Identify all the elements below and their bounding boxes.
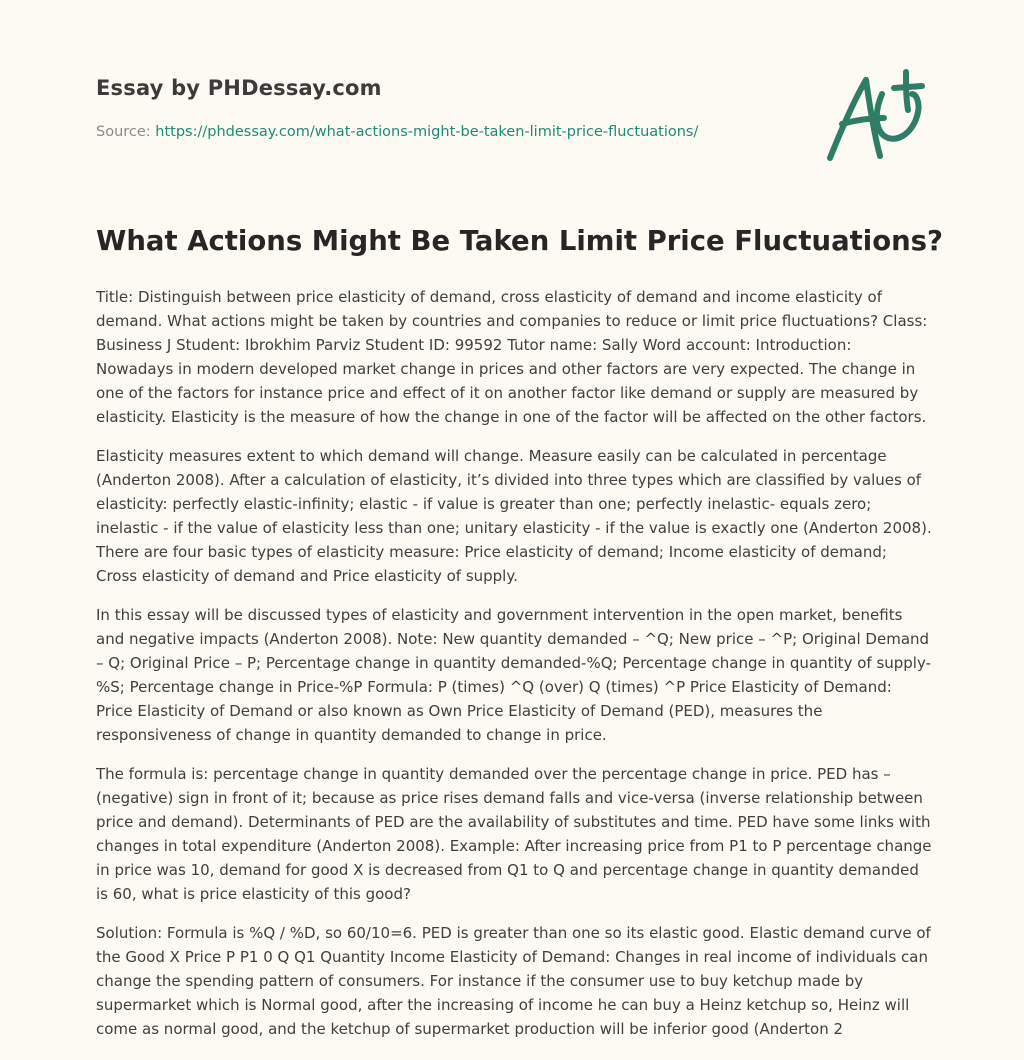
essay-paragraph: The formula is: percentage change in quantity demanded over the percentage change in price. PED has – (negative) sign in front of it; because as price rises demand falls and vice-versa (inverse relationship between price and demand). Determinants of PED are the availability of substitutes and time. PED have some links with changes in total expenditure (Anderton 2008). Example: After increasing price from P1 to P percentage change in price was 10, demand for good X is decreased from Q1 to Q and percentage change in quantity demanded is 60, what is price elasticity of this good? bbox=[96, 765, 932, 903]
source-line bbox=[96, 124, 698, 140]
essay-body bbox=[96, 285, 932, 1056]
a-plus-grade-icon bbox=[822, 68, 930, 164]
essay-paragraph: Title: Distinguish between price elasticity of demand, cross elasticity of demand and income elasticity of demand. What actions might be taken by countries and companies to reduce or limit price fluctuations? Class: Business J Student: Ibrokhim Parviz Student ID: 99592 Tutor name: Sally Word account: Introduction: Nowadays in modern developed market change in prices and other factors are very expected. The change in one of the factors for instance price and effect of it on another factor like demand or supply are measured by elasticity. Elasticity is the measure of how the change in one of the factor will be affected on the other factors. bbox=[96, 288, 928, 426]
site-title: Essay by PHDessay.com bbox=[96, 76, 382, 100]
source-label: Source: bbox=[96, 124, 151, 140]
essay-paragraph: In this essay will be discussed types of elasticity and government intervention in the open market, benefits and negative impacts (Anderton 2008). Note: New quantity demanded – ^Q; New price – ^P; Original Demand – Q; Original Price – P; Percentage change in quantity demanded-%Q; Percentage change in quantity of supply-%S; Percentage change in Price-%P Formula: P (times) ^Q (over) Q (times) ^P Price Elasticity of Demand: Price Elasticity of Demand or also known as Own Price Elasticity of Demand (PED), measures the responsiveness of change in quantity demanded to change in price. bbox=[96, 606, 931, 744]
essay-paragraph: Solution: Formula is %Q / %D, so 60/10=6. PED is greater than one so its elastic good. Elastic demand curve of the Good X Price P P1 0 Q Q1 Quantity Income Elasticity of Demand: Changes in real income of individuals can change the spending pattern of consumers. For instance if the consumer use to buy ketchup made by supermarket which is Normal good, after the increasing of income he can buy a Heinz ketchup so, Heinz will come as normal good, and the ketchup of supermarket production will be inferior good (Anderton 2 bbox=[96, 924, 931, 1038]
source-link[interactable]: https://phdessay.com/what-actions-might-be-taken-limit-price-fluctuations/ bbox=[155, 124, 699, 140]
essay-title: What Actions Might Be Taken Limit Price Fluctuations? bbox=[96, 225, 943, 257]
essay-paragraph: Elasticity measures extent to which demand will change. Measure easily can be calculated in percentage (Anderton 2008). After a calculation of elasticity, it’s divided into three types which are classified by values of elasticity: perfectly elastic-infinity; elastic - if value is greater than one; perfectly inelastic- equals zero; inelastic - if the value of elasticity less than one; unitary elasticity - if the value is exactly one (Anderton 2008). There are four basic types of elasticity measure: Price elasticity of demand; Income elasticity of demand; Cross elasticity of demand and Price elasticity of supply. bbox=[96, 447, 932, 585]
